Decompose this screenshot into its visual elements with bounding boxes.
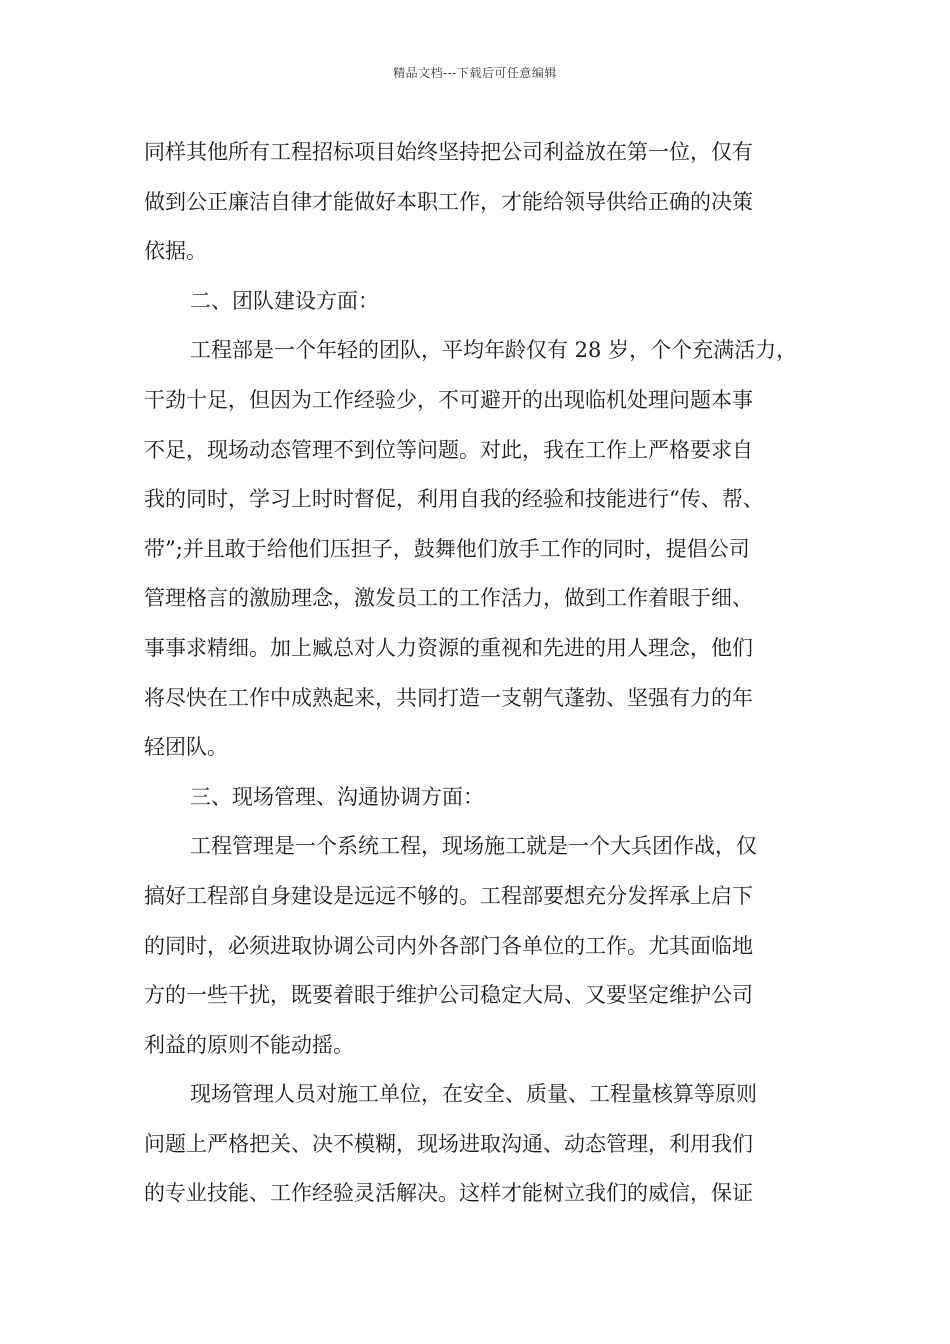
text-line: 现场管理人员对施工单位，在安全、质量、工程量核算等原则 <box>190 1082 757 1107</box>
text-line: 管理格言的激励理念，激发员工的工作活力，做到工作着眼于细、 <box>144 586 753 611</box>
page-header: 精品文档---下载后可任意编辑 <box>393 66 557 80</box>
text-line: 事事求精细。加上臧总对人力资源的重视和先进的用人理念，他们 <box>144 635 753 660</box>
text-line: 依据。 <box>144 239 207 264</box>
section-heading: 二、团队建设方面： <box>190 288 379 313</box>
text-line: 方的一些干扰，既要着眼于维护公司稳定大局、又要坚定维护公司 <box>144 983 753 1008</box>
section-heading: 三、现场管理、沟通协调方面： <box>190 784 484 809</box>
text-line: 轻团队。 <box>144 735 228 760</box>
text-line: 不足，现场动态管理不到位等问题。对此，我在工作上严格要求自 <box>144 437 753 462</box>
text-line: 做到公正廉洁自律才能做好本职工作，才能给领导供给正确的决策 <box>144 189 753 214</box>
text-line: 利益的原则不能动摇。 <box>144 1032 354 1057</box>
text-line: 我的同时，学习上时时督促，利用自我的经验和技能进行“传、帮、 <box>144 487 764 512</box>
text-line: 带”;并且敢于给他们压担子，鼓舞他们放手工作的同时，提倡公司 <box>144 536 750 561</box>
text-line: 问题上严格把关、决不模糊，现场进取沟通、动态管理，利用我们 <box>144 1131 753 1156</box>
text-line: 工程部是一个年轻的团队，平均年龄仅有 28 岁，个个充满活力， <box>190 338 798 363</box>
text-line: 的同时，必须进取协调公司内外各部门各单位的工作。尤其面临地 <box>144 933 753 958</box>
text-line: 同样其他所有工程招标项目始终坚持把公司利益放在第一位，仅有 <box>144 140 753 164</box>
text-line: 的专业技能、工作经验灵活解决。这样才能树立我们的威信，保证 <box>144 1181 753 1206</box>
document-body <box>144 128 816 1219</box>
text-line: 搞好工程部自身建设是远远不够的。工程部要想充分发挥承上启下 <box>144 883 753 908</box>
text-line: 将尽快在工作中成熟起来，共同打造一支朝气蓬勃、坚强有力的年 <box>144 685 753 710</box>
text-line: 干劲十足，但因为工作经验少，不可避开的出现临机处理问题本事 <box>144 387 753 412</box>
text-line: 工程管理是一个系统工程，现场施工就是一个大兵团作战，仅 <box>190 834 757 859</box>
